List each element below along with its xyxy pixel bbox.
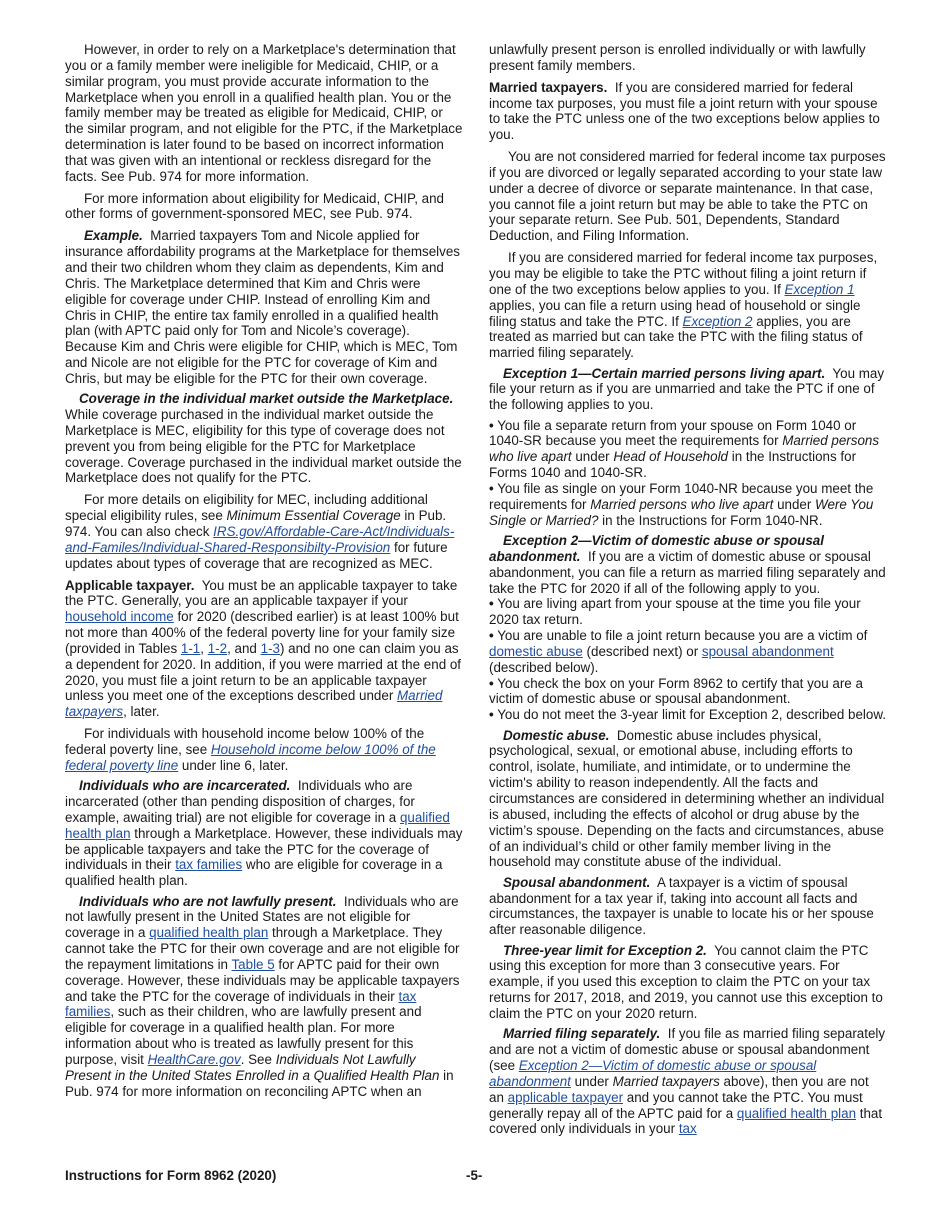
bullet-item: • You file as single on your Form 1040-NR because you meet the requirements for Married persons who live apart under Were You Single or Married? in the Instructions for Form 1040-NR. [489, 480, 874, 528]
healthcare-gov-link[interactable]: HealthCare.gov [147, 1051, 241, 1067]
paragraph-not-considered-married: You are not considered married for federal income tax purposes if you are divorced or legally separated according to your state law under a decree of divorce or separate maintenance. In that case, you cannot file a joint return but may be able to take the PTC on your separate return. See Pub. 501, Dependents, Standard Deduction, and Filing Information. [489, 149, 886, 244]
table-1-1-link[interactable]: 1-1 [180, 640, 201, 656]
bullet-item: • You are living apart from your spouse at the time you file your 2020 tax return. [489, 596, 861, 628]
paragraph-example: Example. Married taxpayers Tom and Nicole applied for insurance affordability programs at the Marketplace for themselves and their two children whom they claim as dependents, Kim and Chris. The Marketplace determined that Kim and Chris were eligible for coverage under CHIP. Instead of enrolling Kim and Chris in CHIP, the entire tax family enrolled in a qualified health plan (with APTC paid only for Tom and Nicole’s coverage). Because Kim and Chris were eligible for CHIP, which is MEC, Tom and Nicole are not eligible for the PTC for coverage of Kim and Chris, but may be eligible for the PTC for their own coverage. [65, 228, 460, 386]
bullet-icon: • [489, 417, 494, 433]
paragraph-household-income-below: For individuals with household income below 100% of the federal poverty line, see Household income below 100% of the federal poverty line under line 6, later. [65, 726, 436, 773]
paragraph-mec-details: For more details on eligibility for MEC, including additional special eligibility rules, see Minimum Essential Coverage in Pub. 974. You can also check IRS.gov/Affordable-Care-Act/Individuals-and-Familes/Individual-Shared-Responsibilty-Provision for future updates about types of coverage that are recognized as MEC. [65, 492, 455, 571]
spousal-abandonment-link[interactable]: spousal abandonment [701, 643, 834, 659]
married-filing-separately-heading: Married filing separately. [503, 1026, 661, 1042]
exception-1-heading: Exception 1—Certain married persons living apart. [503, 365, 826, 381]
exception-2-victim-link[interactable]: Exception 2—Victim of domestic abuse or spousal abandonment [489, 1057, 817, 1089]
exception-1-link[interactable]: Exception 1 [784, 281, 855, 297]
bullet-item: • You check the box on your Form 8962 to certify that you are a victim of domestic abuse or spousal abandonment. [489, 675, 863, 707]
table-1-2-link[interactable]: 1-2 [207, 640, 228, 656]
tax-link[interactable]: tax [678, 1121, 697, 1137]
bullet-icon: • [489, 596, 494, 612]
irs-aca-link[interactable]: IRS.gov/Affordable-Care-Act/Individuals-and-Familes/Individual-Shared-Responsibilty-Provision [65, 523, 455, 555]
paragraph-medicaid-info: For more information about eligibility for Medicaid, CHIP, and other forms of government-sponsored MEC, see Pub. 974. [65, 190, 444, 222]
tax-families-link[interactable]: tax families [65, 988, 417, 1020]
applicable-taxpayer-heading: Applicable taxpayer. [65, 577, 195, 593]
page-footer [65, 1168, 887, 1183]
qualified-health-plan-link[interactable]: qualified health plan [65, 809, 450, 841]
incarcerated-heading: Individuals who are incarcerated. [79, 778, 291, 794]
qualified-health-plan-link[interactable]: qualified health plan [736, 1105, 857, 1121]
household-income-below-link[interactable]: Household income below 100% of the federal poverty line [65, 741, 436, 773]
paragraph-exception-1: Exception 1—Certain married persons living apart. You may file your return as if you are unmarried and take the PTC if one of the following applies to you. [489, 365, 885, 413]
paragraph-coverage-outside: Coverage in the individual market outside the Marketplace. While coverage purchased in the individual market outside the Marketplace is MEC, eligibility for this type of coverage does not prevent you from being eligible for the PTC for Marketplace coverage. Coverage purchased in the individual market outside the Marketplace does not qualify for the PTC. [65, 391, 462, 486]
paragraph-considered-married: If you are considered married for federal income tax purposes, you may be eligible to take the PTC without filing a joint return if one of the two exceptions below applies to you. If Exception 1 applies, you can file a return using head of household or single filing status and take the PTC. If Exception 2 applies, you are treated as married but can take the PTC with the filing status of married filing separately. [489, 250, 878, 361]
paragraph-unlawfully-present-cont: unlawfully present person is enrolled individually or with lawfully present family members. [489, 42, 866, 73]
footer-title: Instructions for Form 8962 (2020) [65, 1168, 277, 1183]
example-heading: Example. [84, 228, 143, 244]
bullet-icon: • [489, 480, 494, 496]
married-taxpayers-link[interactable]: Married taxpayers [65, 688, 443, 720]
spousal-abandonment-heading: Spousal abandonment. [503, 874, 651, 890]
page-number: -5- [466, 1168, 483, 1183]
paragraph-not-lawfully-present: Individuals who are not lawfully present. Individuals who are not lawfully present in the United States are not eligible for coverage in a qualified health plan through a Marketplace. They cannot take the PTC for their own coverage and are not eligible for the repayment limitations in Table 5 for APTC paid for their own coverage. However, these individuals may be applicable taxpayers and take the PTC for the coverage of individuals in their tax families, such as their children, who are lawfully present and eligible for coverage in a qualified health plan. For more information about who is treated as lawfully present for this purpose, visit HealthCare.gov. See Individuals Not Lawfully Present in the United States Enrolled in a Qualified Health Plan in Pub. 974 for more information on reconciling APTC when an [65, 893, 460, 1099]
paragraph-applicable-taxpayer: Applicable taxpayer. You must be an applicable taxpayer to take the PTC. Generally, you are an applicable taxpayer if your household income for 2020 (described earlier) is at least 100% but not more than 400% of the federal poverty line for your family size (provided in Tables 1-1, 1-2, and 1-3) and no one can claim you as a dependent for 2020. In addition, if you were married at the end of 2020, you must file a joint return to be an applicable taxpayer unless you meet one of the exceptions described under Married taxpayers, later. [65, 577, 462, 720]
qualified-health-plan-link[interactable]: qualified health plan [149, 925, 269, 941]
domestic-abuse-link[interactable]: domestic abuse [489, 643, 583, 659]
paragraph-married-filing-separately: Married filing separately. If you file as married filing separately and are not a victim of domestic abuse or spousal abandonment (see Exception 2—Victim of domestic abuse or spousal abandonment under Married taxpayers above), then you are not an applicable taxpayer and you cannot take the PTC. You must generally repay all of the APTC paid for a qualified health plan that covered only individuals in your tax [489, 1026, 886, 1137]
bullet-item: • You are unable to file a joint return because you are a victim of domestic abuse (described next) or spousal abandonment (described below). [489, 628, 868, 675]
table-5-link[interactable]: Table 5 [231, 956, 275, 972]
bullet-icon: • [489, 628, 494, 644]
bullet-icon: • [489, 675, 494, 691]
left-column [65, 42, 463, 1104]
married-taxpayers-heading: Married taxpayers. [489, 79, 608, 95]
paragraph-spousal-abandonment: Spousal abandonment. A taxpayer is a victim of spousal abandonment for a tax year if, taking into account all facts and circumstances, the taxpayer is unable to locate his or her spouse after reasonable diligence. [489, 874, 874, 938]
applicable-taxpayer-link[interactable]: applicable taxpayer [507, 1089, 624, 1105]
domestic-abuse-heading: Domestic abuse. [503, 727, 610, 743]
tax-families-link[interactable]: tax families [175, 857, 243, 873]
paragraph-incarcerated: Individuals who are incarcerated. Individuals who are incarcerated (other than pending disposition of charges, for example, awaiting trial) are not eligible for coverage in a qualified health plan through a Marketplace. However, these individuals may be applicable taxpayers and take the PTC for the coverage of individuals in their tax families who are eligible for coverage in a qualified health plan. [65, 778, 463, 889]
paragraph-marketplace-determination: However, in order to rely on a Marketplace's determination that you or a family member were ineligible for Medicaid, CHIP, or a similar program, you must provide accurate information to the Marketplace when you enroll in a qualified health plan. You or the family member may be treated as eligible for Medicaid, CHIP, or the similar program, and not eligible for the PTC, if the Marketplace determination is later found to be based on incorrect information that was given with an intentional or reckless disregard for the facts. See Pub. 974 for more information. [65, 42, 463, 184]
household-income-link[interactable]: household income [65, 609, 174, 625]
table-1-3-link[interactable]: 1-3 [260, 640, 280, 656]
bullet-icon: • [489, 707, 494, 723]
paragraph-married-taxpayers: Married taxpayers. If you are considered married for federal income tax purposes, you must file a joint return with your spouse to take the PTC unless one of the two exceptions below applies to you. [489, 79, 880, 143]
exception-2-heading: Exception 2—Victim of domestic abuse or spousal abandonment. [489, 532, 824, 564]
bullet-item: • You do not meet the 3-year limit for Exception 2, described below. [489, 707, 886, 723]
coverage-outside-heading: Coverage in the individual market outside the Marketplace. [79, 391, 454, 407]
not-lawfully-present-heading: Individuals who are not lawfully present. [79, 893, 337, 909]
bullet-item: • You file a separate return from your spouse on Form 1040 or 1040-SR because you meet the requirements for Married persons who live apart under Head of Household in the Instructions for Forms 1040 and 1040-SR. [489, 417, 880, 481]
exception-2-link[interactable]: Exception 2 [682, 313, 753, 329]
right-column [489, 42, 887, 1142]
paragraph-domestic-abuse: Domestic abuse. Domestic abuse includes physical, psychological, sexual, or emotional abuse, including efforts to control, isolate, humiliate, and intimidate, or to undermine the victim's ability to reason independently. All the facts and circumstances are considered in determining whether an individual is abused, including the effects of alcohol or drug abuse by the victim’s spouse. Depending on the facts and circumstances, abuse of an individual’s child or other family member living in the household may constitute abuse of the individual. [489, 727, 885, 870]
paragraph-three-year-limit: Three-year limit for Exception 2. You cannot claim the PTC using this exception for more than 3 consecutive years. For example, if you used this exception to claim the PTC on your tax returns for 2017, 2018, and 2019, you cannot use this exception to claim the PTC on your 2020 return. [489, 942, 883, 1021]
three-year-limit-heading: Three-year limit for Exception 2. [503, 942, 707, 958]
paragraph-exception-2: Exception 2—Victim of domestic abuse or spousal abandonment. If you are a victim of domestic abuse or spousal abandonment, you can file a return as married filing separately and take the PTC for 2020 if all of the following apply to you. [489, 532, 886, 596]
